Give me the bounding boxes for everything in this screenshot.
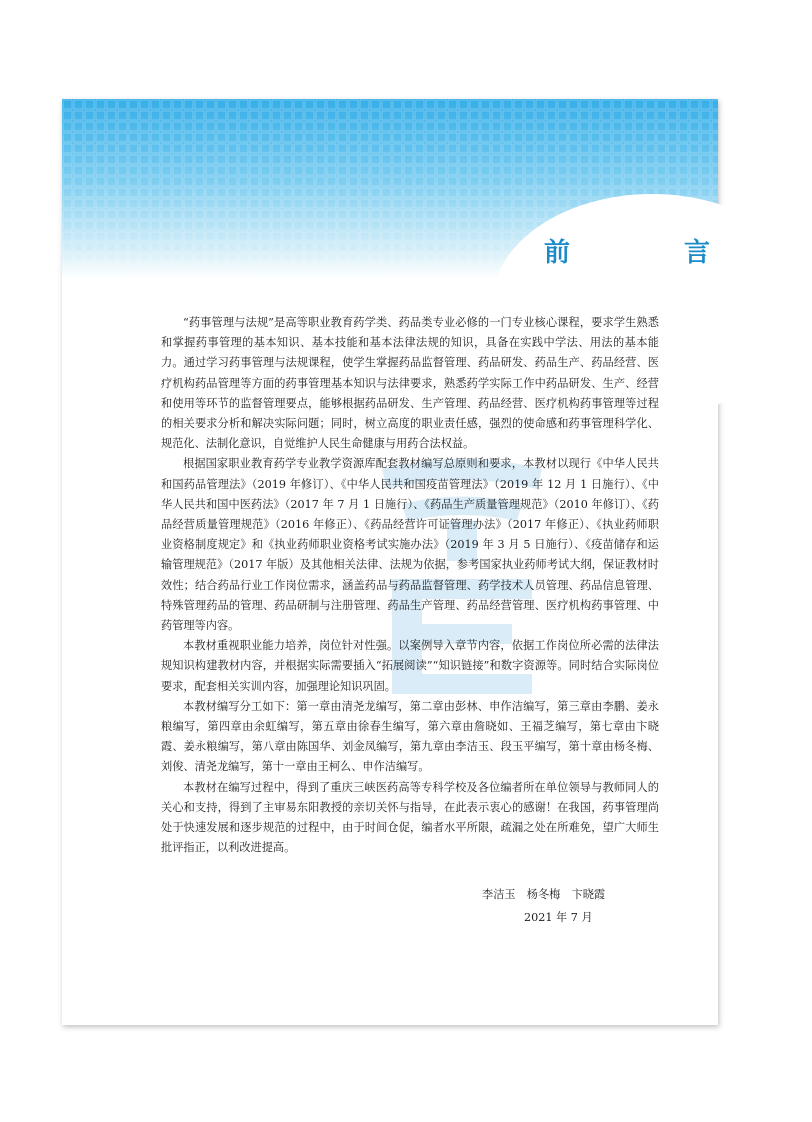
paragraph: “药事管理与法规”是高等职业教育药学类、药品类专业必修的一门专业核心课程，要求学生熟悉和掌握药事管理的基本知识、基本技能和基本法律法规的知识，具备在实践中学法、用法的基本能力。通过学习药事管理与法规课程，使学生掌握药品监督管理、药品研发、药品生产、药品经营、医疗机构药品管理等方面的药事管理基本知识与法律要求，熟悉药学实际工作中药品研发、生产、经营和使用等环节的监督管理要点，能够根据药品研发、生产管理、药品经营、医疗机构药事管理等过程的相关要求分析和解决实际问题；同时，树立高度的职业责任感，强烈的使命感和药事管理科学化、规范化、法制化意识，自觉维护人民生命健康与用药合法权益。 — [161, 316, 659, 451]
paragraph: 根据国家职业教育药学专业教学资源库配套教材编写总原则和要求，本教材以现行《中华人民共和国药品管理法》（2019 年修订）、《中华人民共和国疫苗管理法》（2019 年 12 月 1 日施行）、《中华人民共和国中医药法》（2017 年 7 月 1 日施行）、《药品生产质量管理规范》（2010 年修订）、《药品经营质量管理规范》（2016 年修正）、《药品经营许可证管理办法》（2017 年修正）、《执业药师职业资格制度规定》和《执业药师职业资格考试实施办法》（2019 年 3 月 5 日施行）、《疫苗储存和运输管理规范》（2017 年版）及其他相关法律、法规为依据，参考国家执业药师考试大纲，保证教材时效性；结合药品行业工作岗位需求，涵盖药品与药品监督管理、药学技术人员管理、药品信息管理、特殊管理药品的管理、药品研制与注册管理、药品生产管理、药品经营管理、医疗机构药事管理、中药管理等内容。 — [161, 457, 659, 633]
page-title: 前 言 — [544, 238, 755, 268]
author-signature: 李洁玉 杨冬梅 卞晓霞 — [482, 888, 606, 901]
paragraph: 本教材编写分工如下：第一章由清尧龙编写，第二章由彭林、申作洁编写，第三章由李鹏、姜永粮编写，第四章由余虹编写，第五章由徐春生编写，第六章由詹晓如、王福芝编写，第七章由卞晓霞、姜永粮编写，第八章由陈国华、刘金凤编写，第九章由李洁玉、段玉平编写，第十章由杨冬梅、刘俊、清尧龙编写，第十一章由王柯么、申作洁编写。 — [161, 699, 659, 774]
preface-body — [161, 313, 659, 858]
book-page — [62, 99, 755, 1025]
paragraph: 本教材重视职业能力培养，岗位针对性强。以案例导入章节内容，依据工作岗位所必需的法律法规知识构建教材内容，并根据实际需要插入“拓展阅读”“知识链接”和数字资源等。同时结合实际岗位要求，配套相关实训内容，加强理论知识巩固。 — [161, 639, 659, 693]
paragraph: 本教材在编写过程中，得到了重庆三峡医药高等专科学校及各位编者所在单位领导与教师同人的关心和支持，得到了主审易东阳教授的亲切关怀与指导，在此表示衷心的感谢！在我国，药事管理尚处于快速发展和逐步规范的过程中，由于时间仓促，编者水平所限，疏漏之处在所难免，望广大师生批评指正，以利改进提高。 — [161, 780, 659, 855]
preface-date: 2021 年 7 月 — [524, 911, 593, 924]
